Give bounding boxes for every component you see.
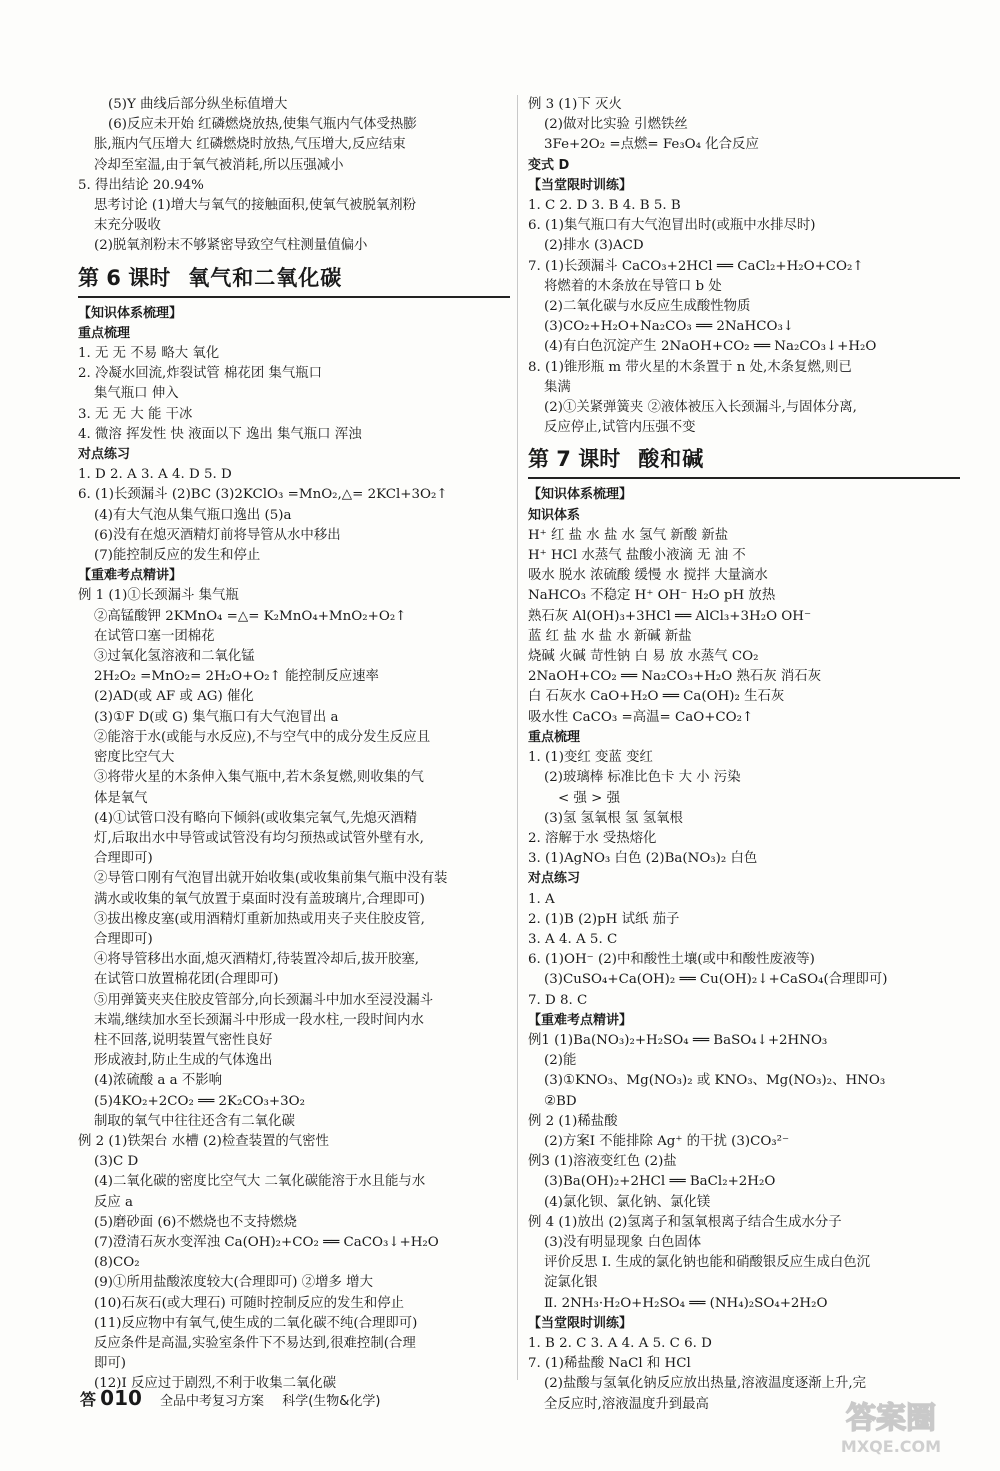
answer-line: (6)反应未开始 红磷燃烧放热,使集气瓶内气体受热膨: [108, 117, 417, 133]
section-label: 【当堂限时训练】: [528, 1315, 633, 1331]
answer-line: 淀氯化银: [544, 1275, 598, 1291]
answer-line: ②能溶于水(或能与水反应),不与空气中的成分发生反应且: [94, 729, 431, 745]
answer-line: (4)氯化钡、氯化钠、氯化镁: [544, 1194, 711, 1210]
answer-line: 7. (1)稀盐酸 NaCl 和 HCl: [528, 1356, 691, 1372]
answer-line: ②高锰酸钾 2KMnO₄ =△= K₂MnO₄+MnO₂+O₂↑: [94, 608, 407, 624]
answer-line: 体是氧气: [94, 790, 148, 806]
answer-line: 2. 溶解于水 受热熔化: [528, 830, 657, 846]
answer-line: (2)方案Ⅰ 不能排除 Ag⁺ 的干扰 (3)CO₃²⁻: [544, 1133, 790, 1149]
answer-line: 即可): [94, 1356, 127, 1372]
answer-line: (7)能控制反应的发生和停止: [94, 548, 261, 564]
answer-line: ②BD: [544, 1093, 577, 1109]
answer-line: 反应停止,试管内压强不变: [544, 420, 696, 436]
answer-line: 例 2 (1)稀盐酸: [528, 1113, 618, 1129]
answer-line: 全反应时,溶液温度升到最高: [544, 1396, 709, 1412]
watermark-logo: [816, 1392, 966, 1458]
page-number: 010: [100, 1386, 142, 1410]
answer-line: (2)玻璃棒 标准比色卡 大 小 污染: [544, 770, 741, 786]
answer-line: 6. (1)长颈漏斗 (2)BC (3)2KClO₃ =MnO₂,△= 2KCl+3O₂↑: [78, 487, 448, 503]
answer-line: 柱不回落,说明装置气密性良好: [94, 1032, 273, 1048]
answer-line: (3)①KNO₃、Mg(NO₃)₂ 或 KNO₃、Mg(NO₃)₂、HNO₃: [544, 1073, 886, 1089]
answer-line: ④将导管移出水面,熄灭酒精灯,待装置冷却后,拔开胶塞,: [94, 952, 420, 968]
answer-line: 5. 得出结论 20.94%: [78, 177, 204, 193]
answer-line: 合理即可): [94, 931, 153, 947]
watermark-graphic: [816, 1392, 966, 1458]
answer-line: 密度比空气大: [94, 750, 175, 766]
lesson-heading: [528, 442, 960, 479]
answer-line: (3)C D: [94, 1154, 139, 1170]
answer-line: 例 1 (1)①长颈漏斗 集气瓶: [78, 588, 239, 604]
answer-line: (12)Ⅰ 反应过于剧烈,不利于收集二氧化碳: [94, 1376, 337, 1392]
answer-line: 2. 冷凝水回流,炸裂试管 棉花团 集气瓶口: [78, 366, 323, 382]
lesson-title: 酸和碱: [638, 447, 705, 472]
answer-line: 熟石灰 Al(OH)₃+3HCl ══ AlCl₃+3H₂O OH⁻: [528, 608, 812, 624]
answer-line: (5)Y 曲线后部分纵坐标值增大: [108, 97, 288, 112]
answer-line: (4)二氧化碳的密度比空气大 二氧化碳能溶于水且能与水: [94, 1174, 426, 1190]
section-label: 【当堂限时训练】: [528, 177, 633, 193]
answer-line: H⁺ HCl 水蒸气 盐酸小液滴 无 油 不: [528, 548, 746, 564]
lesson-number: 第 7 课时: [528, 447, 621, 472]
answer-line: 反应条件是高温,实验室条件下不易达到,很难控制(合理: [94, 1335, 416, 1351]
answer-line: 2NaOH+CO₂ ══ Na₂CO₃+H₂O 熟石灰 消石灰: [528, 669, 822, 685]
answer-line: (3)CuSO₄+Ca(OH)₂ ══ Cu(OH)₂↓+CaSO₄(合理即可): [544, 972, 888, 988]
section-label: 对点练习: [78, 447, 131, 463]
answer-line: 1. A: [528, 891, 555, 907]
answer-line: 灯,后取出水中导管或试管没有均匀预热或试管外壁有水,: [94, 830, 424, 846]
section-label: 【知识体系梳理】: [78, 305, 183, 321]
answer-line: (4)①试管口没有略向下倾斜(或收集完氧气,先熄灭酒精: [94, 810, 418, 826]
answer-line: 例3 (1)溶液变红色 (2)盐: [528, 1154, 677, 1170]
answer-line: (10)石灰石(或大理石) 可随时控制反应的发生和停止: [94, 1295, 405, 1311]
answer-line: 例 3 (1)下 灭火: [528, 97, 622, 112]
answer-line: 冷却至室温,由于氧气被消耗,所以压强减小: [94, 157, 344, 173]
answer-line: 3Fe+2O₂ =点燃= Fe₃O₄ 化合反应: [544, 137, 759, 153]
answer-line: ③过氧化氢溶液和二氧化锰: [94, 649, 255, 665]
answer-line: 末充分吸收: [94, 218, 161, 234]
answer-line: Ⅱ. 2NH₃·H₂O+H₂SO₄ ══ (NH₄)₂SO₄+2H₂O: [544, 1295, 828, 1311]
answer-line: 吸水性 CaCO₃ =高温= CaO+CO₂↑: [528, 709, 754, 725]
answer-line: 烧碱 火碱 苛性钠 白 易 放 水蒸气 CO₂: [528, 649, 759, 665]
answer-line: 制取的氧气中往往还含有二氧化碳: [94, 1113, 295, 1129]
answer-line: ②导管口刚有气泡冒出就开始收集(或收集前集气瓶中没有装: [94, 871, 448, 887]
answer-line: (3)氢 氢氧根 氢 氢氧根: [544, 810, 683, 826]
answer-line: (2)二氧化碳与水反应生成酸性物质: [544, 299, 751, 315]
answer-line: (3)没有明显现象 白色固体: [544, 1234, 702, 1250]
answer-line: 末端,继续加水至长颈漏斗中形成一段水柱,一段时间内水: [94, 1012, 424, 1028]
answer-line: 满水或收集的氧气放置于桌面时没有盖玻璃片,合理即可): [94, 891, 425, 907]
answer-line: 形成液封,防止生成的气体逸出: [94, 1053, 273, 1069]
answer-line: (6)没有在熄灭酒精灯前将导管从水中移出: [94, 527, 341, 543]
answer-line: 3. 无 无 大 能 干冰: [78, 406, 193, 422]
answer-line: H⁺ 红 盐 水 盐 水 氢气 新酸 新盐: [528, 527, 729, 543]
answer-line: 例 2 (1)铁架台 水槽 (2)检查装置的气密性: [78, 1133, 329, 1149]
answer-line: (11)反应物中有氧气,使生成的二氧化碳不纯(合理即可): [94, 1315, 418, 1331]
answer-line: (4)有大气泡从集气瓶口逸出 (5)a: [94, 507, 292, 523]
answer-line: ③拔出橡皮塞(或用酒精灯重新加热或用夹子夹住胶皮管,: [94, 911, 425, 927]
book-title: 全品中考复习方案: [160, 1394, 265, 1409]
answer-line: 胀,瓶内气压增大 红磷燃烧时放热,气压增大,反应结束: [94, 137, 406, 153]
answer-mark: 答: [80, 1390, 97, 1409]
answer-line: 6. (1)集气瓶口有大气泡冒出时(或瓶中水排尽时): [528, 218, 816, 234]
answer-line: 6. (1)OH⁻ (2)中和酸性土壤(或中和酸性废液等): [528, 952, 815, 968]
answer-line: (7)澄清石灰水变浑浊 Ca(OH)₂+CO₂ ══ CaCO₃↓+H₂O: [94, 1234, 439, 1250]
answer-line: (8)CO₂: [94, 1255, 140, 1271]
answer-line: (4)浓硫酸 a a 不影响: [94, 1073, 223, 1089]
answer-line: (9)①所用盐酸浓度较大(合理即可) ②增多 增大: [94, 1275, 373, 1291]
answer-line: (3)①F D(或 G) 集气瓶口有大气泡冒出 a: [94, 709, 339, 725]
answer-line: 1. 无 无 不易 略大 氧化: [78, 346, 220, 362]
answer-line: (3)Ba(OH)₂+2HCl ══ BaCl₂+2H₂O: [544, 1174, 776, 1190]
answer-line: 7. D 8. C: [528, 992, 588, 1008]
section-label: 变式 D: [528, 157, 570, 173]
answer-line: (2)AD(或 AF 或 AG) 催化: [94, 689, 254, 705]
lesson-heading: [78, 261, 510, 298]
answer-line: 3. (1)AgNO₃ 白色 (2)Ba(NO₃)₂ 白色: [528, 851, 758, 867]
answer-line: 评价反思 Ⅰ. 生成的氯化钠也能和硝酸银反应生成白色沉: [544, 1255, 871, 1271]
answer-line: 集满: [544, 379, 571, 395]
answer-line: 在试管口塞一团棉花: [94, 628, 215, 644]
answer-line: 8. (1)锥形瓶 m 带火星的木条置于 n 处,木条复燃,则已: [528, 359, 852, 375]
answer-line: 1. (1)变红 变蓝 变红: [528, 750, 653, 766]
answer-line: < 强 > 强: [558, 790, 620, 806]
section-label: 重点梳理: [78, 325, 131, 341]
left-column: [78, 95, 510, 1395]
answer-line: 4. 微溶 挥发性 快 液面以下 逸出 集气瓶口 浑浊: [78, 426, 362, 442]
answer-line: 将燃着的木条放在导管口 b 处: [544, 278, 722, 294]
section-label: 【知识体系梳理】: [528, 487, 633, 503]
answer-line: 1. C 2. D 3. B 4. B 5. B: [528, 198, 681, 214]
watermark-logo-text: 答案圈: [846, 1401, 936, 1436]
answer-line: 蓝 红 盐 水 盐 水 新碱 新盐: [528, 628, 692, 644]
answer-line: (4)有白色沉淀产生 2NaOH+CO₂ ══ Na₂CO₃↓+H₂O: [544, 339, 877, 355]
answer-line: 例 4 (1)放出 (2)氢离子和氢氧根离子结合生成水分子: [528, 1214, 842, 1230]
answer-line: 例1 (1)Ba(NO₃)₂+H₂SO₄ ══ BaSO₄↓+2HNO₃: [528, 1032, 828, 1048]
answer-line: 2. (1)B (2)pH 试纸 茄子: [528, 911, 680, 927]
answer-line: (2)排水 (3)ACD: [544, 238, 644, 254]
right-column: [528, 95, 960, 1415]
answer-line: (2)盐酸与氢氧化钠反应放出热量,溶液温度逐渐上升,完: [544, 1376, 867, 1392]
answer-line: (2)脱氧剂粉末不够紧密导致空气柱测量值偏小: [94, 238, 368, 254]
answer-line: (3)CO₂+H₂O+Na₂CO₃ ══ 2NaHCO₃↓: [544, 319, 795, 335]
answer-line: 思考讨论 (1)增大与氧气的接触面积,使氧气被脱氧剂粉: [94, 198, 417, 214]
lesson-title: 氧气和二氧化碳: [188, 265, 343, 290]
answer-line: 1. D 2. A 3. A 4. D 5. D: [78, 467, 232, 483]
answer-line: (2)能: [544, 1053, 577, 1069]
page-footer: [80, 1386, 380, 1410]
answer-line: 7. (1)长颈漏斗 CaCO₃+2HCl ══ CaCl₂+H₂O+CO₂↑: [528, 258, 864, 274]
section-label: 对点练习: [528, 871, 581, 887]
section-label: 【重难考点精讲】: [78, 568, 183, 584]
answer-line: 2H₂O₂ =MnO₂= 2H₂O+O₂↑ 能控制反应速率: [94, 669, 379, 685]
section-label: 重点梳理: [528, 729, 581, 745]
answer-line: ⑤用弹簧夹夹住胶皮管部分,向长颈漏斗中加水至浸没漏斗: [94, 992, 434, 1008]
section-label: 【重难考点精讲】: [528, 1012, 633, 1028]
subject-label: 科学(生物&化学): [282, 1394, 381, 1409]
answer-line: (2)做对比实验 引燃铁丝: [544, 117, 688, 133]
watermark-url: MXQE.COM: [840, 1437, 942, 1456]
answer-line: 集气瓶口 伸入: [94, 386, 179, 402]
column-divider: [517, 95, 518, 1380]
answer-line: 合理即可): [94, 851, 153, 867]
answer-line: 白 石灰水 CaO+H₂O ══ Ca(OH)₂ 生石灰: [528, 689, 785, 705]
section-label: 知识体系: [528, 507, 581, 523]
answer-line: ③将带火星的木条伸入集气瓶中,若木条复燃,则收集的气: [94, 770, 424, 786]
answer-line: (2)①关紧弹簧夹 ②液体被压入长颈漏斗,与固体分离,: [544, 400, 857, 416]
answer-line: 1. B 2. C 3. A 4. A 5. C 6. D: [528, 1335, 712, 1351]
answer-line: 3. A 4. A 5. C: [528, 931, 618, 947]
lesson-number: 第 6 课时: [78, 265, 171, 290]
answer-line: 在试管口放置棉花团(合理即可): [94, 972, 279, 988]
answer-line: (5)磨砂面 (6)不燃烧也不支持燃烧: [94, 1214, 297, 1230]
answer-line: 吸水 脱水 浓硫酸 缓慢 水 搅拌 大量滴水: [528, 568, 768, 584]
answer-line: 反应 a: [94, 1194, 134, 1210]
answer-line: (5)4KO₂+2CO₂ ══ 2K₂CO₃+3O₂: [94, 1093, 306, 1109]
answer-line: NaHCO₃ 不稳定 H⁺ OH⁻ H₂O pH 放热: [528, 588, 776, 604]
